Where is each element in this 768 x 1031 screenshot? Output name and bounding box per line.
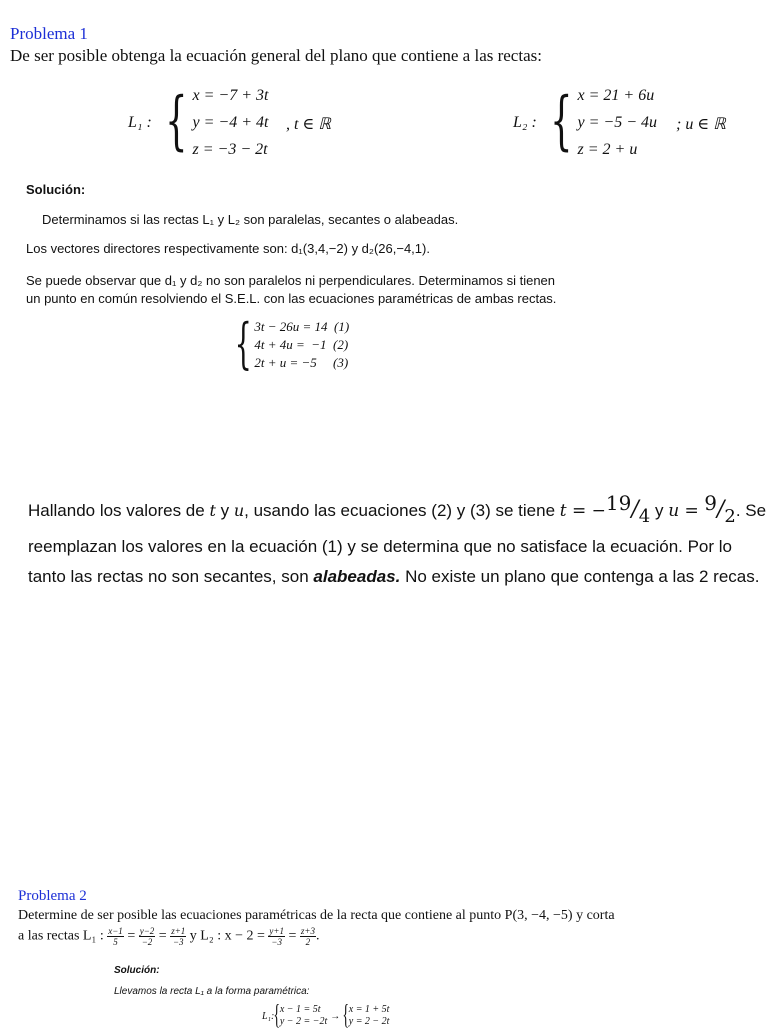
u-value: u = 9/2 <box>668 491 736 527</box>
problem-2-solution-label: Solución: <box>114 965 160 976</box>
arrow-icon: → <box>330 1010 341 1022</box>
numerator: y−2 <box>139 926 155 936</box>
u-numerator: 9 <box>704 491 717 515</box>
denominator: 2 <box>305 937 311 947</box>
brace-icon: { <box>164 83 188 158</box>
solution-label: Solución: <box>26 182 86 197</box>
solution-line-2: Los vectores directores respectivamente son: d₁(3,4,−2) y d₂(26,−4,1). <box>26 241 430 256</box>
numerator: y+1 <box>269 926 284 936</box>
brace-icon: { <box>234 311 252 375</box>
line-l1-system <box>128 82 268 163</box>
fraction <box>268 926 285 947</box>
system-eq-2: 4t + 4u = −1 (2) <box>254 337 349 352</box>
t-expr: t = − <box>559 501 606 521</box>
text-span: tanto las rectas no son secantes, son <box>28 567 314 586</box>
conclusion-line-2: reemplazan los valores en la ecuación (1) y se determina que no satisface la ecuación. Por lo <box>28 537 732 556</box>
solution-line-3: Se puede observar que d₁ y d₂ no son paralelos ni perpendiculares. Determinamos si tienen <box>26 273 556 288</box>
problem-1-statement: De ser posible obtenga la ecuación general del plano que contiene a las rectas: <box>10 46 542 65</box>
text-span: y <box>215 501 234 520</box>
brace-icon: { <box>549 83 573 158</box>
linear-system <box>234 311 350 375</box>
solution-line-1: Determinamos si las rectas L₁ y L₂ son paralelas, secantes o alabeadas. <box>42 212 459 227</box>
line-l2-system <box>513 82 657 163</box>
system-eq-1: 3t − 26u = 14 (1) <box>254 319 350 334</box>
denominator: −3 <box>172 937 184 947</box>
form-left <box>280 1004 327 1028</box>
conclusion-line-3 <box>28 562 760 592</box>
l2-eq-y: y = −5 − 4u <box>577 114 658 131</box>
denominator: 5 <box>113 937 118 947</box>
form-left-eq-2: y − 2 = −2t <box>279 1016 328 1027</box>
l1-eq-y: y = −4 + 4t <box>192 114 269 131</box>
text-span: Hallando los valores de <box>28 501 210 520</box>
t-value: t = −19/4 <box>559 491 651 527</box>
solution-line-4: un punto en común resolviendo el S.E.L. con las ecuaciones paramétricas de ambas rectas. <box>26 291 557 306</box>
l1-parameter: , t ∈ ℝ <box>286 116 331 133</box>
form-right-eq-2: y = 2 − 2t <box>348 1016 390 1027</box>
l2-parameter: ; u ∈ ℝ <box>676 116 726 133</box>
conclusion-line-1 <box>28 488 767 532</box>
fraction <box>139 926 156 947</box>
conclusion-paragraph <box>28 488 767 592</box>
problem-2-instruction: Llevamos la recta L₁ a la forma paramétrica: <box>114 986 310 997</box>
brace-icon: { <box>342 1000 350 1031</box>
text-span: y L₂ : x − 2 = <box>186 928 269 944</box>
u-denominator: 2 <box>724 506 736 527</box>
numerator: z+3 <box>300 926 315 936</box>
problem-1-title: Problema 1 <box>10 24 88 43</box>
var-u: u <box>233 501 245 520</box>
l1-eq-z: z = −3 − 2t <box>192 141 268 158</box>
problem-2-title: Problema 2 <box>18 888 87 904</box>
fraction <box>170 926 186 947</box>
system-eq-3: 2t + u = −5 (3) <box>254 355 349 370</box>
t-numerator: 19 <box>605 491 632 515</box>
form-right <box>349 1004 390 1028</box>
numerator: z+1 <box>171 926 186 936</box>
var-t: t <box>209 501 216 520</box>
equals: = <box>284 928 300 944</box>
text-span: y <box>650 501 669 520</box>
l2-equations <box>578 82 658 163</box>
brace-icon: { <box>273 1000 281 1031</box>
form-right-eq-1: x = 1 + 5t <box>348 1004 390 1015</box>
text-span: , usando las ecuaciones (2) y (3) se tiene <box>244 501 560 520</box>
denominator: −3 <box>271 937 282 947</box>
fraction <box>107 926 124 947</box>
l1-equations <box>193 82 269 163</box>
problem-2-statement-2: a las rectas L₁ : $\frac{x-1}{5}$ = $\frac{y-2}{-2}$ = $\frac{z+1}{-3}$ y L₂ : x − 2 = $\frac{y+1}{-3}$ = $\frac{z+3}{2}$ . <box>18 926 320 947</box>
equals: = <box>155 928 171 944</box>
l1-label: L₁ : <box>128 113 152 131</box>
l1-eq-x: x = −7 + 3t <box>192 87 269 104</box>
system-equations <box>254 318 349 372</box>
parametric-conversion <box>262 1002 389 1030</box>
numerator: x−1 <box>108 926 123 936</box>
equals: = <box>123 928 139 944</box>
denominator: −2 <box>141 937 153 947</box>
alabeadas-emphasis: alabeadas. <box>313 567 401 586</box>
problem-2-statement-1: Determine de ser posible las ecuaciones paramétricas de la recta que contiene al punto P(3, −4, −5) y corta <box>18 908 615 923</box>
u-expr: u = <box>668 501 705 521</box>
form-left-eq-1: x − 1 = 5t <box>279 1004 321 1015</box>
text-span: No existe un plano que contenga a las 2 recas. <box>400 567 760 586</box>
l2-eq-z: z = 2 + u <box>577 141 638 158</box>
form-label: L₁: <box>262 1010 275 1022</box>
l2-label: L₂ : <box>513 113 537 131</box>
t-denominator: 4 <box>638 506 651 527</box>
l2-eq-x: x = 21 + 6u <box>577 87 655 104</box>
text-span: . Se <box>735 501 767 520</box>
text-span: a las rectas L₁ : <box>18 928 108 944</box>
fraction <box>300 926 316 947</box>
